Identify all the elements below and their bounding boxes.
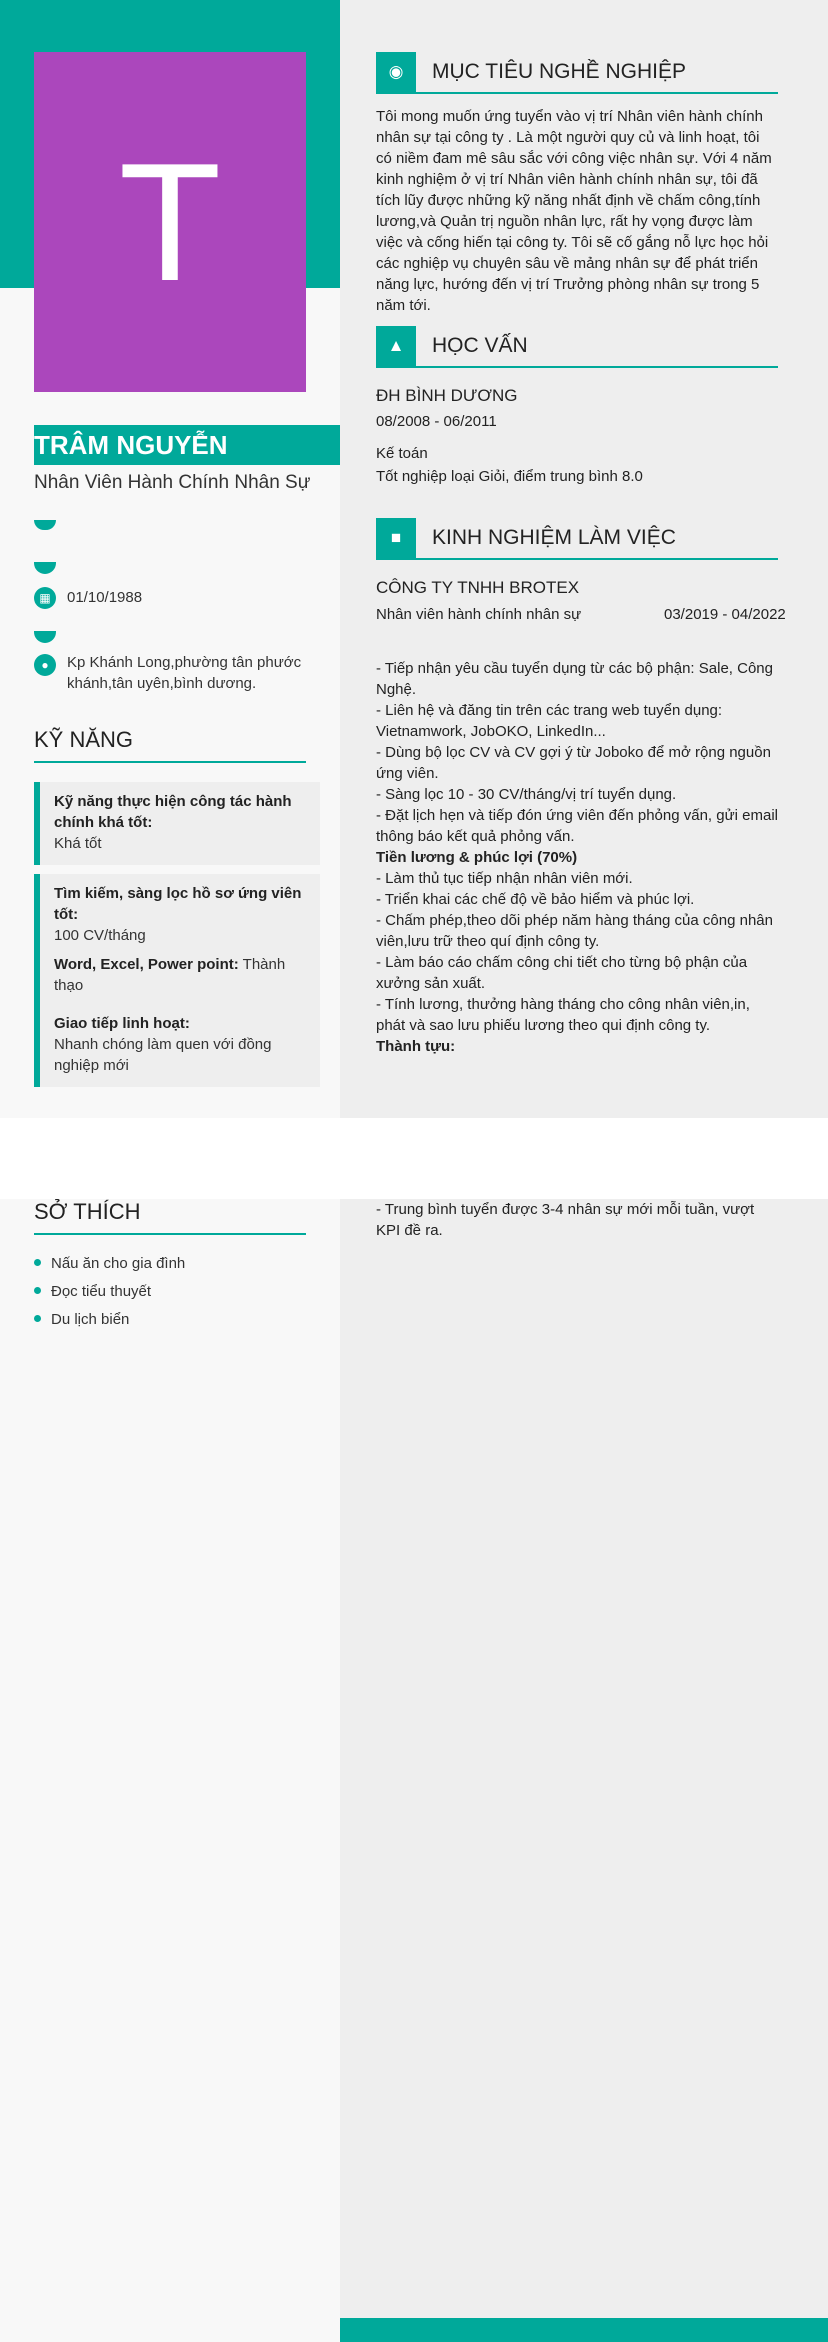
achievements-heading: Thành tựu:	[376, 1038, 456, 1055]
cv-page-2	[0, 1199, 828, 2342]
skill-name: Tìm kiếm, sàng lọc hồ sơ ứng viên tốt:	[54, 885, 302, 923]
education-desc: Tốt nghiệp loại Giỏi, điểm trung bình 8.0	[376, 468, 643, 485]
left-column	[0, 1199, 340, 2342]
hobby-text: Nấu ăn cho gia đình	[51, 1255, 186, 1272]
name-bar	[34, 425, 340, 465]
cv-page-1	[0, 0, 828, 1118]
location-icon: ●	[34, 654, 56, 676]
experience-position: Nhân viên hành chính nhân sự	[376, 606, 582, 623]
benefits-line: - Chấm phép,theo dõi phép năm hàng tháng của công nhân viên,lưu trữ theo quí định công ty.	[376, 912, 773, 950]
hobby-text: Đọc tiểu thuyết	[51, 1283, 152, 1300]
hobby-item	[34, 1255, 314, 1272]
hobby-text: Du lịch biển	[51, 1311, 130, 1328]
hobby-item	[34, 1311, 314, 1328]
benefits-line: - Tính lương, thưởng hàng tháng cho công nhân viên,in, phát và sao lưu phiếu lương theo qui định công ty.	[376, 996, 750, 1034]
experience-line: - Sàng lọc 10 - 30 CV/tháng/vị trí tuyển dụng.	[376, 786, 677, 803]
education-period: 08/2008 - 06/2011	[376, 413, 497, 430]
skill-item	[34, 945, 320, 1007]
right-column	[340, 1199, 828, 2342]
address-text: Kp Khánh Long,phường tân phước khánh,tân uyên,bình dương.	[67, 654, 302, 692]
footer-accent-bar	[340, 2318, 828, 2342]
education-major: Kế toán	[376, 445, 428, 462]
objective-title: MỤC TIÊU NGHỀ NGHIỆP	[432, 60, 686, 83]
briefcase-icon: ■	[376, 518, 416, 558]
skills-title: KỸ NĂNG	[34, 727, 306, 763]
graduation-cap-icon: ▲	[376, 326, 416, 366]
experience-line: - Dùng bộ lọc CV và CV gợi ý từ Joboko để mở rộng nguồn ứng viên.	[376, 744, 771, 782]
achievement-line: - Trung bình tuyển được 3-4 nhân sự mới mỗi tuần, vượt KPI đề ra.	[376, 1201, 755, 1239]
skill-desc: 100 CV/tháng	[54, 927, 146, 944]
skill-item	[34, 782, 320, 865]
objective-header	[376, 52, 778, 94]
skill-name: Kỹ năng thực hiện công tác hành chính khá tốt:	[54, 793, 292, 831]
hobby-item	[34, 1283, 314, 1300]
experience-details	[376, 658, 778, 1057]
benefits-line: - Làm thủ tục tiếp nhận nhân viên mới.	[376, 870, 633, 887]
skill-desc: Nhanh chóng làm quen với đồng nghiệp mới	[54, 1036, 272, 1074]
cake-icon: ▦	[34, 587, 56, 609]
bullet-icon	[34, 1287, 41, 1294]
job-title: Nhân Viên Hành Chính Nhân Sự	[34, 472, 311, 493]
company-name: CÔNG TY TNHH BROTEX	[376, 578, 580, 597]
avatar	[34, 52, 306, 392]
skill-name: Giao tiếp linh hoạt:	[54, 1015, 190, 1032]
benefits-line: - Làm báo cáo chấm công chi tiết cho từng bộ phận của xưởng sản xuất.	[376, 954, 748, 992]
hobbies-title: SỞ THÍCH	[34, 1199, 306, 1235]
benefits-line: - Triển khai các chế độ về bảo hiểm và phúc lợi.	[376, 891, 695, 908]
target-icon: ◉	[376, 52, 416, 92]
education-title: HỌC VẤN	[432, 334, 528, 357]
experience-period: 03/2019 - 04/2022	[664, 606, 786, 623]
skill-name: Word, Excel, Power point:	[54, 956, 239, 973]
experience-line: - Liên hệ và đăng tin trên các trang web tuyển dụng: Vietnamwork, JobOKO, LinkedIn...	[376, 702, 723, 740]
experience-title: KINH NGHIỆM LÀM VIỆC	[432, 526, 676, 549]
bullet-icon	[34, 1259, 41, 1266]
skill-item	[34, 1004, 320, 1087]
benefits-heading: Tiền lương & phúc lợi (70%)	[376, 849, 578, 866]
education-header	[376, 326, 778, 368]
birthday-text: 01/10/1988	[67, 589, 143, 606]
skill-desc: Khá tốt	[54, 835, 102, 852]
experience-header	[376, 518, 778, 560]
bullet-icon	[34, 1315, 41, 1322]
skill-desc: Thành thạo	[54, 956, 286, 994]
school-name: ĐH BÌNH DƯƠNG	[376, 386, 518, 405]
profile-name: TRÂM NGUYỄN	[34, 430, 228, 460]
objective-text: Tôi mong muốn ứng tuyển vào vị trí Nhân viên hành chính nhân sự tại công ty . Là một người quy củ và linh hoạt, tôi có niềm đam mê sâu sắc với công việc nhân sự. Với 4 năm kinh nghiệm ở vị trí Nhân viên hành chính nhân sự, tôi đã tích lũy được những kỹ năng nhất định về chấm công,tính lương,và Quản trị nguồn nhân lực, rất hy vọng được làm việc và cống hiến tại công ty. Tôi sẽ cố gắng nỗ lực học hỏi các nghiệp vụ chuyên sâu về mảng nhân sự để phát triển năng lực, hướng đến vị trí Trưởng phòng nhân sự trong 5 năm tới.	[376, 108, 772, 314]
avatar-initial: T	[118, 127, 222, 316]
experience-line: - Tiếp nhận yêu cầu tuyển dụng từ các bộ phận: Sale, Công Nghệ.	[376, 660, 773, 698]
experience-line: - Đặt lịch hẹn và tiếp đón ứng viên đến phỏng vấn, gửi email thông báo kết quả phỏng vấn.	[376, 807, 778, 845]
